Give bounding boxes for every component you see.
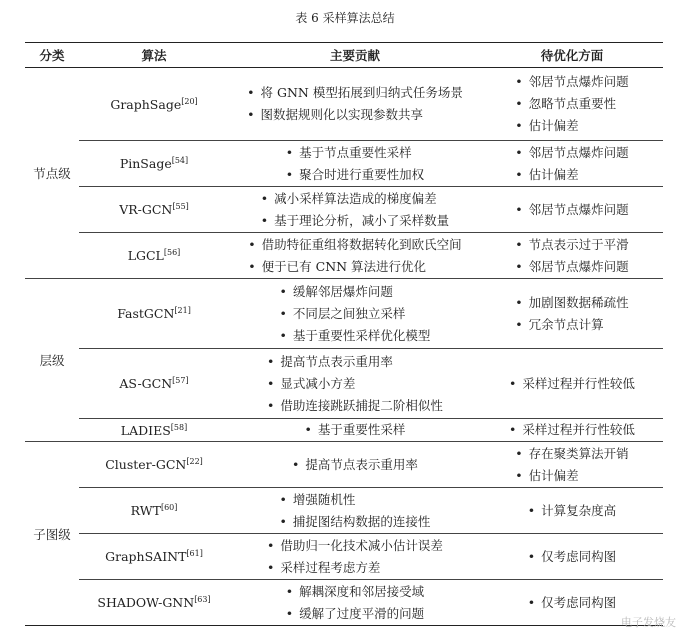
contribution-item: • 缓解邻居爆炸问题 (280, 281, 431, 303)
reference-number: [60] (160, 503, 178, 512)
reference-number: [22] (186, 457, 203, 466)
optimization-list (509, 373, 635, 395)
reference-number: [21] (174, 306, 191, 315)
contribution-cell (229, 68, 481, 141)
category-cell: 节点级 (33, 166, 71, 181)
optimization-item: • 估计偏差 (515, 465, 628, 487)
contribution-cell (229, 534, 481, 580)
optimization-list (528, 546, 616, 568)
optimization-cell (481, 187, 663, 233)
header-algorithm: 算法 (79, 43, 229, 68)
contribution-list (305, 419, 406, 441)
contribution-list (286, 142, 424, 186)
contribution-item: • 聚合时进行重要性加权 (286, 164, 424, 186)
watermark: 电子发烧友 (621, 616, 676, 629)
optimization-list (515, 71, 628, 137)
contribution-item: • 增强随机性 (280, 489, 431, 511)
optimization-item: • 估计偏差 (515, 164, 628, 186)
algorithm-name: SHADOW-GNN (97, 595, 195, 610)
optimization-cell (481, 233, 663, 279)
optimization-item: • 冗余节点计算 (515, 314, 628, 336)
table-row (25, 187, 663, 233)
optimization-item: • 邻居节点爆炸问题 (515, 71, 628, 93)
contribution-item: • 减小采样算法造成的梯度偏差 (261, 188, 449, 210)
reference-number: [55] (172, 202, 189, 211)
contribution-item: • 提高节点表示重用率 (267, 351, 443, 373)
optimization-list (515, 443, 628, 487)
algorithm-name: GraphSage (110, 96, 182, 112)
contribution-item: • 基于节点重要性采样 (286, 142, 424, 164)
contribution-item: • 提高节点表示重用率 (292, 454, 418, 476)
contribution-list (286, 581, 424, 625)
sampling-summary-table (25, 42, 663, 626)
algorithm-cell (79, 534, 229, 580)
category-cell: 子图级 (25, 442, 79, 626)
reference-number: [58] (170, 422, 188, 432)
contribution-item: • 基于理论分析，减小了采样数量 (261, 210, 449, 232)
optimization-item: • 仅考虑同构图 (528, 546, 616, 568)
optimization-item: • 估计偏差 (515, 115, 628, 137)
contribution-cell (229, 233, 481, 279)
optimization-cell (481, 534, 663, 580)
algorithm-name: VR-GCN (119, 202, 173, 217)
algorithm-name: FastGCN (117, 306, 175, 321)
contribution-cell (229, 349, 481, 419)
algorithm-cell (79, 419, 229, 442)
contribution-cell (229, 187, 481, 233)
optimization-list (515, 199, 628, 221)
algorithm-cell (79, 279, 229, 349)
algorithm-cell (79, 68, 229, 141)
header-row (25, 43, 663, 68)
optimization-list (515, 292, 628, 336)
optimization-cell (481, 349, 663, 419)
reference-number: [20] (181, 96, 198, 106)
contribution-item: • 不同层之间独立采样 (280, 303, 431, 325)
optimization-item: • 邻居节点爆炸问题 (515, 199, 628, 221)
contribution-cell (229, 442, 481, 488)
reference-number: [56] (163, 248, 181, 257)
table-row (25, 419, 663, 442)
contribution-item: • 将 GNN 模型拓展到归纳式任务场景 (247, 82, 463, 104)
algorithm-cell (79, 233, 229, 279)
contribution-list (247, 82, 463, 126)
reference-number: [54] (171, 156, 189, 165)
contribution-list (267, 535, 443, 579)
algorithm-name: AS-GCN (119, 376, 173, 391)
table-row (25, 279, 663, 349)
contribution-list (280, 489, 431, 533)
contribution-item: • 借助特征重组将数据转化到欧氏空间 (248, 234, 461, 256)
optimization-item: • 加剧图数据稀疏性 (515, 292, 628, 314)
contribution-item: • 基于重要性采样 (305, 419, 406, 441)
optimization-list (528, 592, 616, 614)
contribution-list (292, 454, 418, 476)
algorithm-cell (79, 187, 229, 233)
contribution-item: • 缓解了过度平滑的问题 (286, 603, 424, 625)
optimization-item: • 采样过程并行性较低 (509, 373, 635, 395)
table-caption: 表 6 采样算法总结 (295, 11, 395, 25)
contribution-list (248, 234, 461, 278)
header-contribution: 主要贡献 (229, 43, 481, 68)
optimization-cell (481, 419, 663, 442)
reference-number: [63] (194, 595, 211, 604)
algorithm-cell (79, 442, 229, 488)
algorithm-name: Cluster-GCN (105, 457, 187, 472)
contribution-item: • 图数据规则化以实现参数共享 (247, 104, 463, 126)
contribution-item: • 采样过程考虑方差 (267, 557, 443, 579)
algorithm-cell (79, 580, 229, 626)
contribution-list (280, 281, 431, 347)
algorithm-name: LADIES (120, 422, 171, 438)
contribution-item: • 捕捉图结构数据的连接性 (280, 511, 431, 533)
optimization-item: • 采样过程并行性较低 (509, 419, 635, 441)
algorithm-cell (79, 141, 229, 187)
algorithm-cell (79, 488, 229, 534)
table-row (25, 349, 663, 419)
contribution-cell (229, 419, 481, 442)
optimization-item: • 仅考虑同构图 (528, 592, 616, 614)
algorithm-cell (79, 349, 229, 419)
contribution-cell (229, 141, 481, 187)
table-row (25, 68, 663, 141)
contribution-item: • 便于已有 CNN 算法进行优化 (248, 256, 461, 278)
header-optimization: 待优化方面 (481, 43, 663, 68)
optimization-list (528, 500, 616, 522)
contribution-cell (229, 580, 481, 626)
optimization-item: • 存在聚类算法开销 (515, 443, 628, 465)
contribution-item: • 基于重要性采样优化模型 (280, 325, 431, 347)
algorithm-name: GraphSAINT (105, 549, 187, 564)
contribution-item: • 显式减小方差 (267, 373, 443, 395)
optimization-cell (481, 141, 663, 187)
optimization-item: • 邻居节点爆炸问题 (515, 142, 628, 164)
table-row (25, 534, 663, 580)
contribution-item: • 借助归一化技术减小估计误差 (267, 535, 443, 557)
contribution-item: • 解耦深度和邻居接受域 (286, 581, 424, 603)
table-row (25, 580, 663, 626)
header-category: 分类 (25, 43, 79, 68)
table-row (25, 488, 663, 534)
optimization-cell (481, 442, 663, 488)
table-row (25, 233, 663, 279)
optimization-item: • 忽略节点重要性 (515, 93, 628, 115)
optimization-item: • 计算复杂度高 (528, 500, 616, 522)
contribution-list (267, 351, 443, 417)
reference-number: [57] (172, 376, 189, 385)
optimization-list (515, 142, 628, 186)
contribution-cell (229, 279, 481, 349)
table-row (25, 141, 663, 187)
algorithm-name: LGCL (127, 248, 164, 263)
optimization-list (509, 419, 635, 441)
optimization-cell (481, 488, 663, 534)
reference-number: [61] (186, 549, 203, 558)
table-row (25, 442, 663, 488)
contribution-item: • 借助连接跳跃捕捉二阶相似性 (267, 395, 443, 417)
contribution-cell (229, 488, 481, 534)
optimization-list (515, 234, 628, 278)
algorithm-name: RWT (130, 503, 161, 518)
category-cell: 层级 (25, 279, 79, 442)
table-body (25, 68, 663, 626)
optimization-item: • 邻居节点爆炸问题 (515, 256, 628, 278)
optimization-cell (481, 279, 663, 349)
contribution-list (261, 188, 449, 232)
optimization-cell (481, 68, 663, 141)
algorithm-name: PinSage (119, 156, 172, 171)
optimization-item: • 节点表示过于平滑 (515, 234, 628, 256)
